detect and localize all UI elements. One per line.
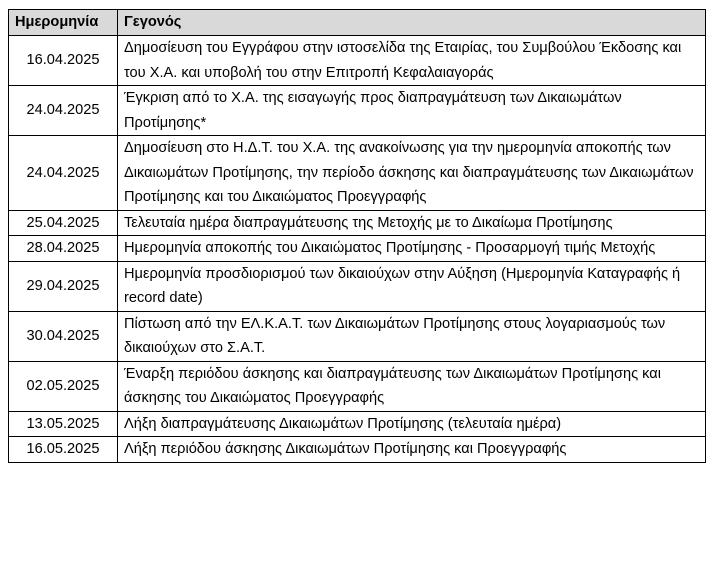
table-row (9, 86, 706, 136)
table-row (9, 311, 706, 361)
row-event: Λήξη διαπραγμάτευσης Δικαιωμάτων Προτίμησης (τελευταία ημέρα) (118, 411, 706, 437)
timetable-container (8, 9, 706, 463)
row-event: Ημερομηνία αποκοπής του Δικαιώματος Προτίμησης - Προσαρμογή τιμής Μετοχής (118, 236, 706, 262)
table-row (9, 210, 706, 236)
row-event: Πίστωση από την ΕΛ.Κ.Α.Τ. των Δικαιωμάτων Προτίμησης στους λογαριασμούς των δικαιούχων στο Σ.Α.Τ. (118, 311, 706, 361)
row-event: Τελευταία ημέρα διαπραγμάτευσης της Μετοχής με το Δικαίωμα Προτίμησης (118, 210, 706, 236)
row-date: 02.05.2025 (9, 361, 118, 411)
header-row (9, 10, 706, 36)
row-date: 16.05.2025 (9, 437, 118, 463)
table-row (9, 136, 706, 211)
row-event: Δημοσίευση στο Η.Δ.Τ. του Χ.Α. της ανακοίνωσης για την ημερομηνία αποκοπής των Δικαιωμάτων Προτίμησης, την περίοδο άσκησης και διαπραγμάτευσης των Δικαιωμάτων Προτίμησης και του Δικαιώματος Προεγγραφής (118, 136, 706, 211)
table-row (9, 36, 706, 86)
table-row (9, 411, 706, 437)
row-event: Λήξη περιόδου άσκησης Δικαιωμάτων Προτίμησης και Προεγγραφής (118, 437, 706, 463)
header-date: Ημερομηνία (9, 10, 118, 36)
row-date: 24.04.2025 (9, 136, 118, 211)
row-event: Έγκριση από το Χ.Α. της εισαγωγής προς διαπραγμάτευση των Δικαιωμάτων Προτίμησης* (118, 86, 706, 136)
row-date: 13.05.2025 (9, 411, 118, 437)
table-row (9, 261, 706, 311)
table-row (9, 437, 706, 463)
row-date: 25.04.2025 (9, 210, 118, 236)
row-date: 28.04.2025 (9, 236, 118, 262)
row-date: 29.04.2025 (9, 261, 118, 311)
row-event: Δημοσίευση του Εγγράφου στην ιστοσελίδα της Εταιρίας, του Συμβούλου Έκδοσης και του Χ.Α. και υποβολή του στην Επιτροπή Κεφαλαιαγοράς (118, 36, 706, 86)
row-date: 16.04.2025 (9, 36, 118, 86)
table-row (9, 361, 706, 411)
row-date: 30.04.2025 (9, 311, 118, 361)
table-row (9, 236, 706, 262)
row-date: 24.04.2025 (9, 86, 118, 136)
row-event: Ημερομηνία προσδιορισμού των δικαιούχων στην Αύξηση (Ημερομηνία Καταγραφής ή record date) (118, 261, 706, 311)
timetable-header (9, 10, 706, 36)
row-event: Έναρξη περιόδου άσκησης και διαπραγμάτευσης των Δικαιωμάτων Προτίμησης και άσκησης του Δικαιώματος Προεγγραφής (118, 361, 706, 411)
header-event: Γεγονός (118, 10, 706, 36)
timetable-body (9, 36, 706, 463)
timetable (8, 9, 706, 463)
